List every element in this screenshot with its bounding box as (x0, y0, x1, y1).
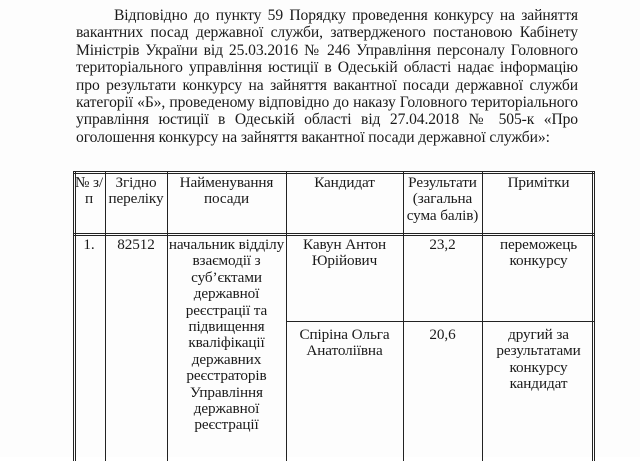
candidate-2-note: другий за результатами конкурсу кандидат (496, 326, 581, 393)
header-candidate: Кандидат (314, 174, 375, 191)
results-table (73, 171, 595, 461)
intro-paragraph: Відповідно до пункту 59 Порядку проведення конкурсу на зайняття вакантних посад державної служби, затвердженого постановою Кабінету Міністрів України від 25.03.2016 № 246 Управління персоналу Головного територіального управління юстиції в Одеській області надає інформацію про результати конкурсу на зайняття вакантної посади державної служби категорії «Б», проведеному відповідно до наказу Головного територіального управління юстиції в Одеській області від 27.04.2018 № 505-к «Про оголошення конкурсу на зайняття вакантної посади державної служби»: (76, 7, 578, 146)
header-number: № з/п (74, 174, 104, 208)
header-position: Найменування посади (179, 174, 274, 208)
row-number: 1. (83, 236, 95, 253)
table-grid-lines (73, 171, 595, 461)
row-position: начальник відділу взаємодії з суб’єктами державної реєстрації та підвищення кваліфікації державних реєстраторів Управління державної реєстрації (168, 236, 285, 434)
header-code: Згідно переліку (108, 174, 164, 208)
row-code: 82512 (117, 236, 155, 253)
candidate-2-score: 20,6 (429, 326, 456, 343)
candidate-2-name: Спіріна Ольга Анатоліївна (299, 326, 390, 360)
header-notes: Примітки (507, 174, 570, 191)
candidate-1-score: 23,2 (429, 236, 456, 253)
header-result: Результати (загальна сума балів) (406, 174, 479, 224)
candidate-1-name: Кавун Антон Юрійович (303, 236, 386, 270)
candidate-1-note: переможець конкурсу (499, 236, 578, 270)
